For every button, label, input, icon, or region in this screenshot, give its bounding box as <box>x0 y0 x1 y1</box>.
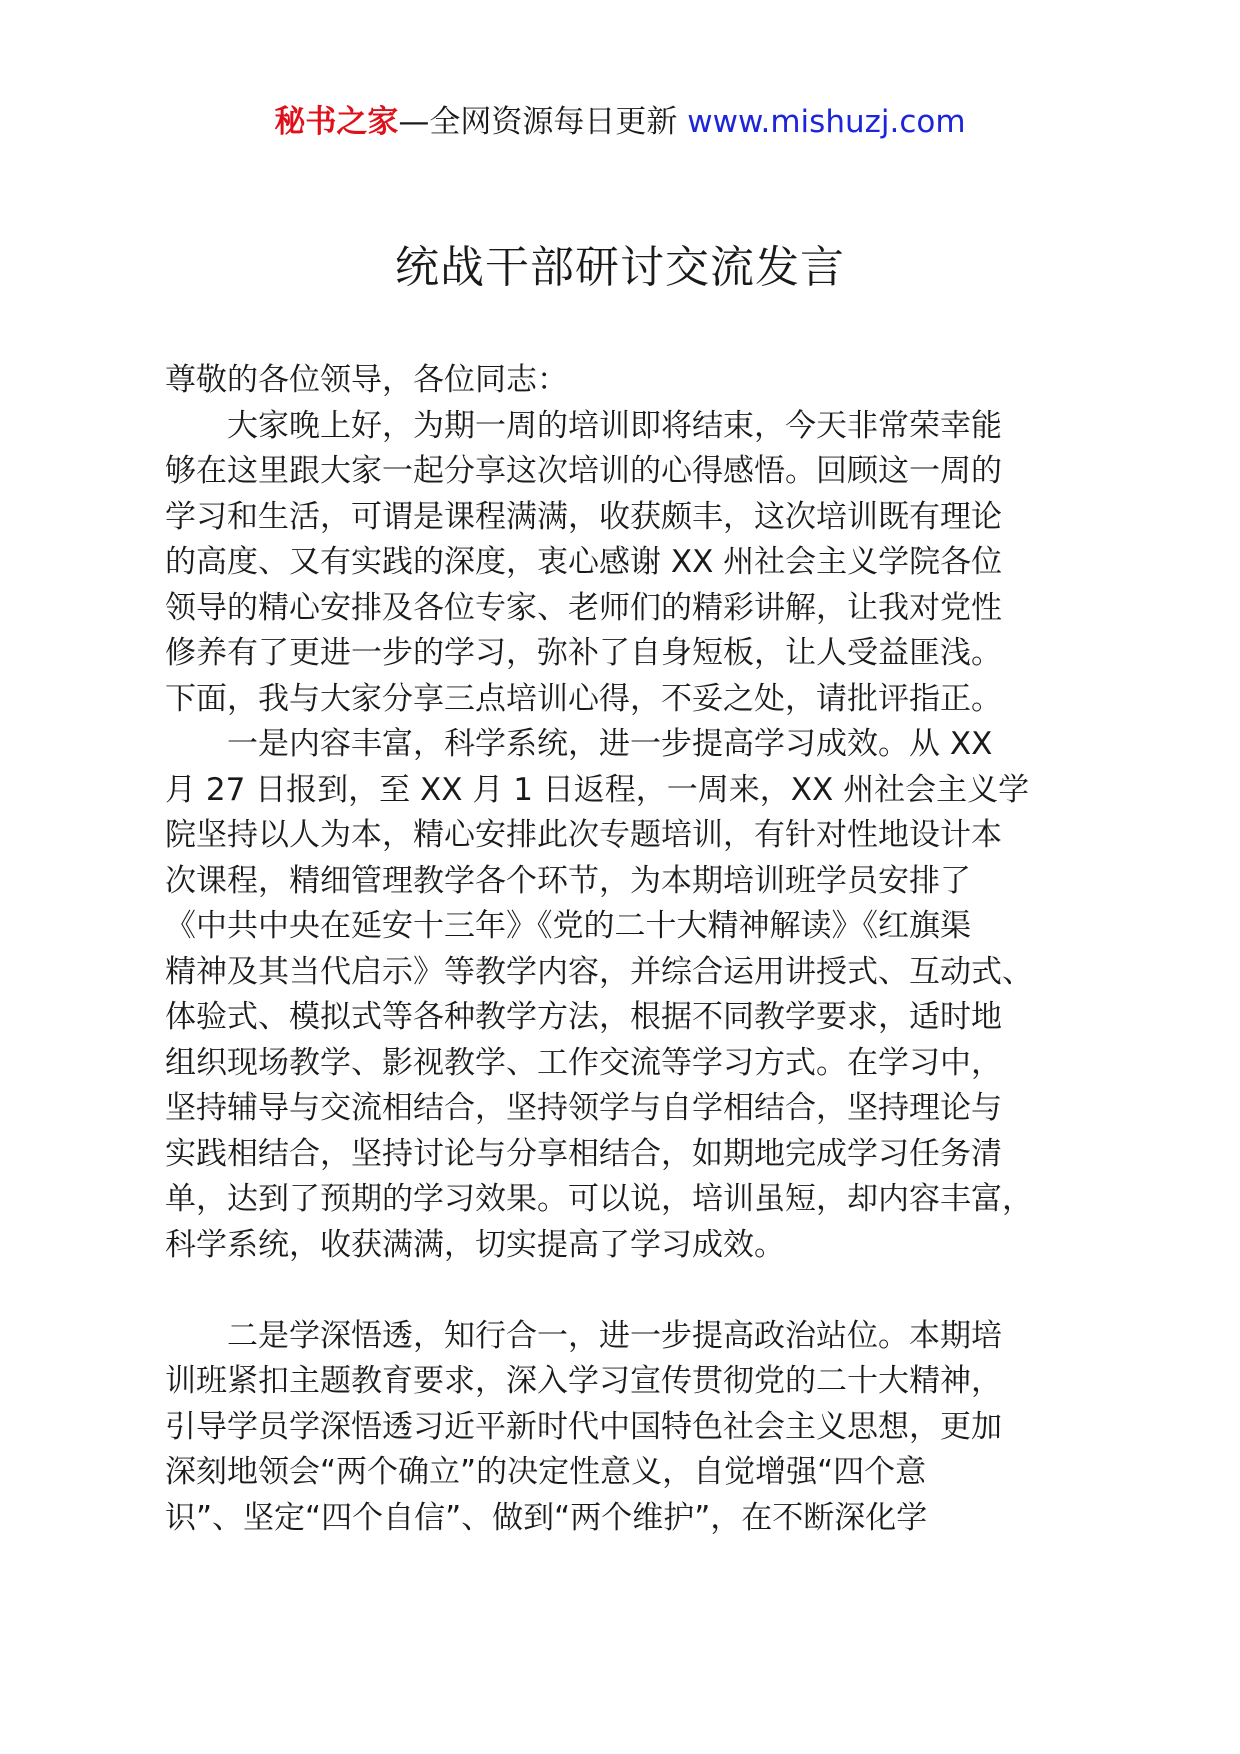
body-line: 一是内容丰富，科学系统，进一步提高学习成效。从 XX <box>165 726 993 762</box>
body-line: 引导学员学深悟透习近平新时代中国特色社会主义思想，更加 <box>165 1408 1002 1445</box>
body-line: 精神及其当代启示》等教学内容，并综合运用讲授式、互动式、 <box>165 953 1033 990</box>
body-line: 单，达到了预期的学习效果。可以说，培训虽短，却内容丰富， <box>165 1181 1033 1217</box>
body-line: 尊敬的各位领导，各位同志： <box>165 362 568 398</box>
body-line: 实践相结合，坚持讨论与分享相结合，如期地完成学习任务清 <box>165 1135 1002 1172</box>
body-line: 下面，我与大家分享三点培训心得，不妥之处，请批评指正。 <box>165 680 1002 717</box>
paragraph-gap <box>165 1268 1105 1314</box>
body-line: 学习和生活，可谓是课程满满，收获颇丰，这次培训既有理论 <box>165 498 1002 535</box>
site-url-link[interactable]: www.mishuzj.com <box>687 104 966 140</box>
body-line: 的高度、又有实践的深度，衷心感谢 XX 州社会主义学院各位 <box>165 544 1003 580</box>
body-line: 大家晚上好，为期一周的培训即将结束，今天非常荣幸能 <box>165 407 1002 444</box>
header-slogan: —全网资源每日更新 <box>398 104 678 140</box>
body-line: 科学系统，收获满满，切实提高了学习成效。 <box>165 1226 785 1263</box>
body-line: 识”、坚定“四个自信”、做到“两个维护”，在不断深化学 <box>165 1499 928 1536</box>
site-header <box>0 100 1240 144</box>
body-line: 深刻地领会“两个确立”的决定性意义，自觉增强“四个意 <box>165 1454 927 1490</box>
body-line: 二是学深悟透，知行合一，进一步提高政治站位。本期培 <box>165 1317 1002 1354</box>
body-line: 院坚持以人为本，精心安排此次专题培训，有针对性地设计本 <box>165 817 1002 853</box>
document-title: 统战干部研讨交流发言 <box>395 242 845 293</box>
body-line: 月 27 日报到，至 XX 月 1 日返程，一周来，XX 州社会主义学 <box>165 771 1030 808</box>
body-line: 次课程，精细管理教学各个环节，为本期培训班学员安排了 <box>165 862 971 899</box>
body-line: 坚持辅导与交流相结合，坚持领学与自学相结合，坚持理论与 <box>165 1090 1002 1126</box>
body-line: 组织现场教学、影视教学、工作交流等学习方式。在学习中， <box>165 1044 1002 1081</box>
body-line: 够在这里跟大家一起分享这次培训的心得感悟。回顾这一周的 <box>165 453 1002 489</box>
brand-name: 秘书之家 <box>274 104 399 140</box>
document-body <box>165 358 1105 1541</box>
body-line: 训班紧扣主题教育要求，深入学习宣传贯彻党的二十大精神， <box>165 1363 1002 1399</box>
body-line: 《中共中央在延安十三年》《党的二十大精神解读》《红旗渠 <box>165 908 971 944</box>
body-line: 领导的精心安排及各位专家、老师们的精彩讲解，让我对党性 <box>165 589 1002 626</box>
body-line: 修养有了更进一步的学习，弥补了自身短板，让人受益匪浅。 <box>165 635 1002 671</box>
body-line: 体验式、模拟式等各种教学方法，根据不同教学要求，适时地 <box>165 999 1002 1035</box>
